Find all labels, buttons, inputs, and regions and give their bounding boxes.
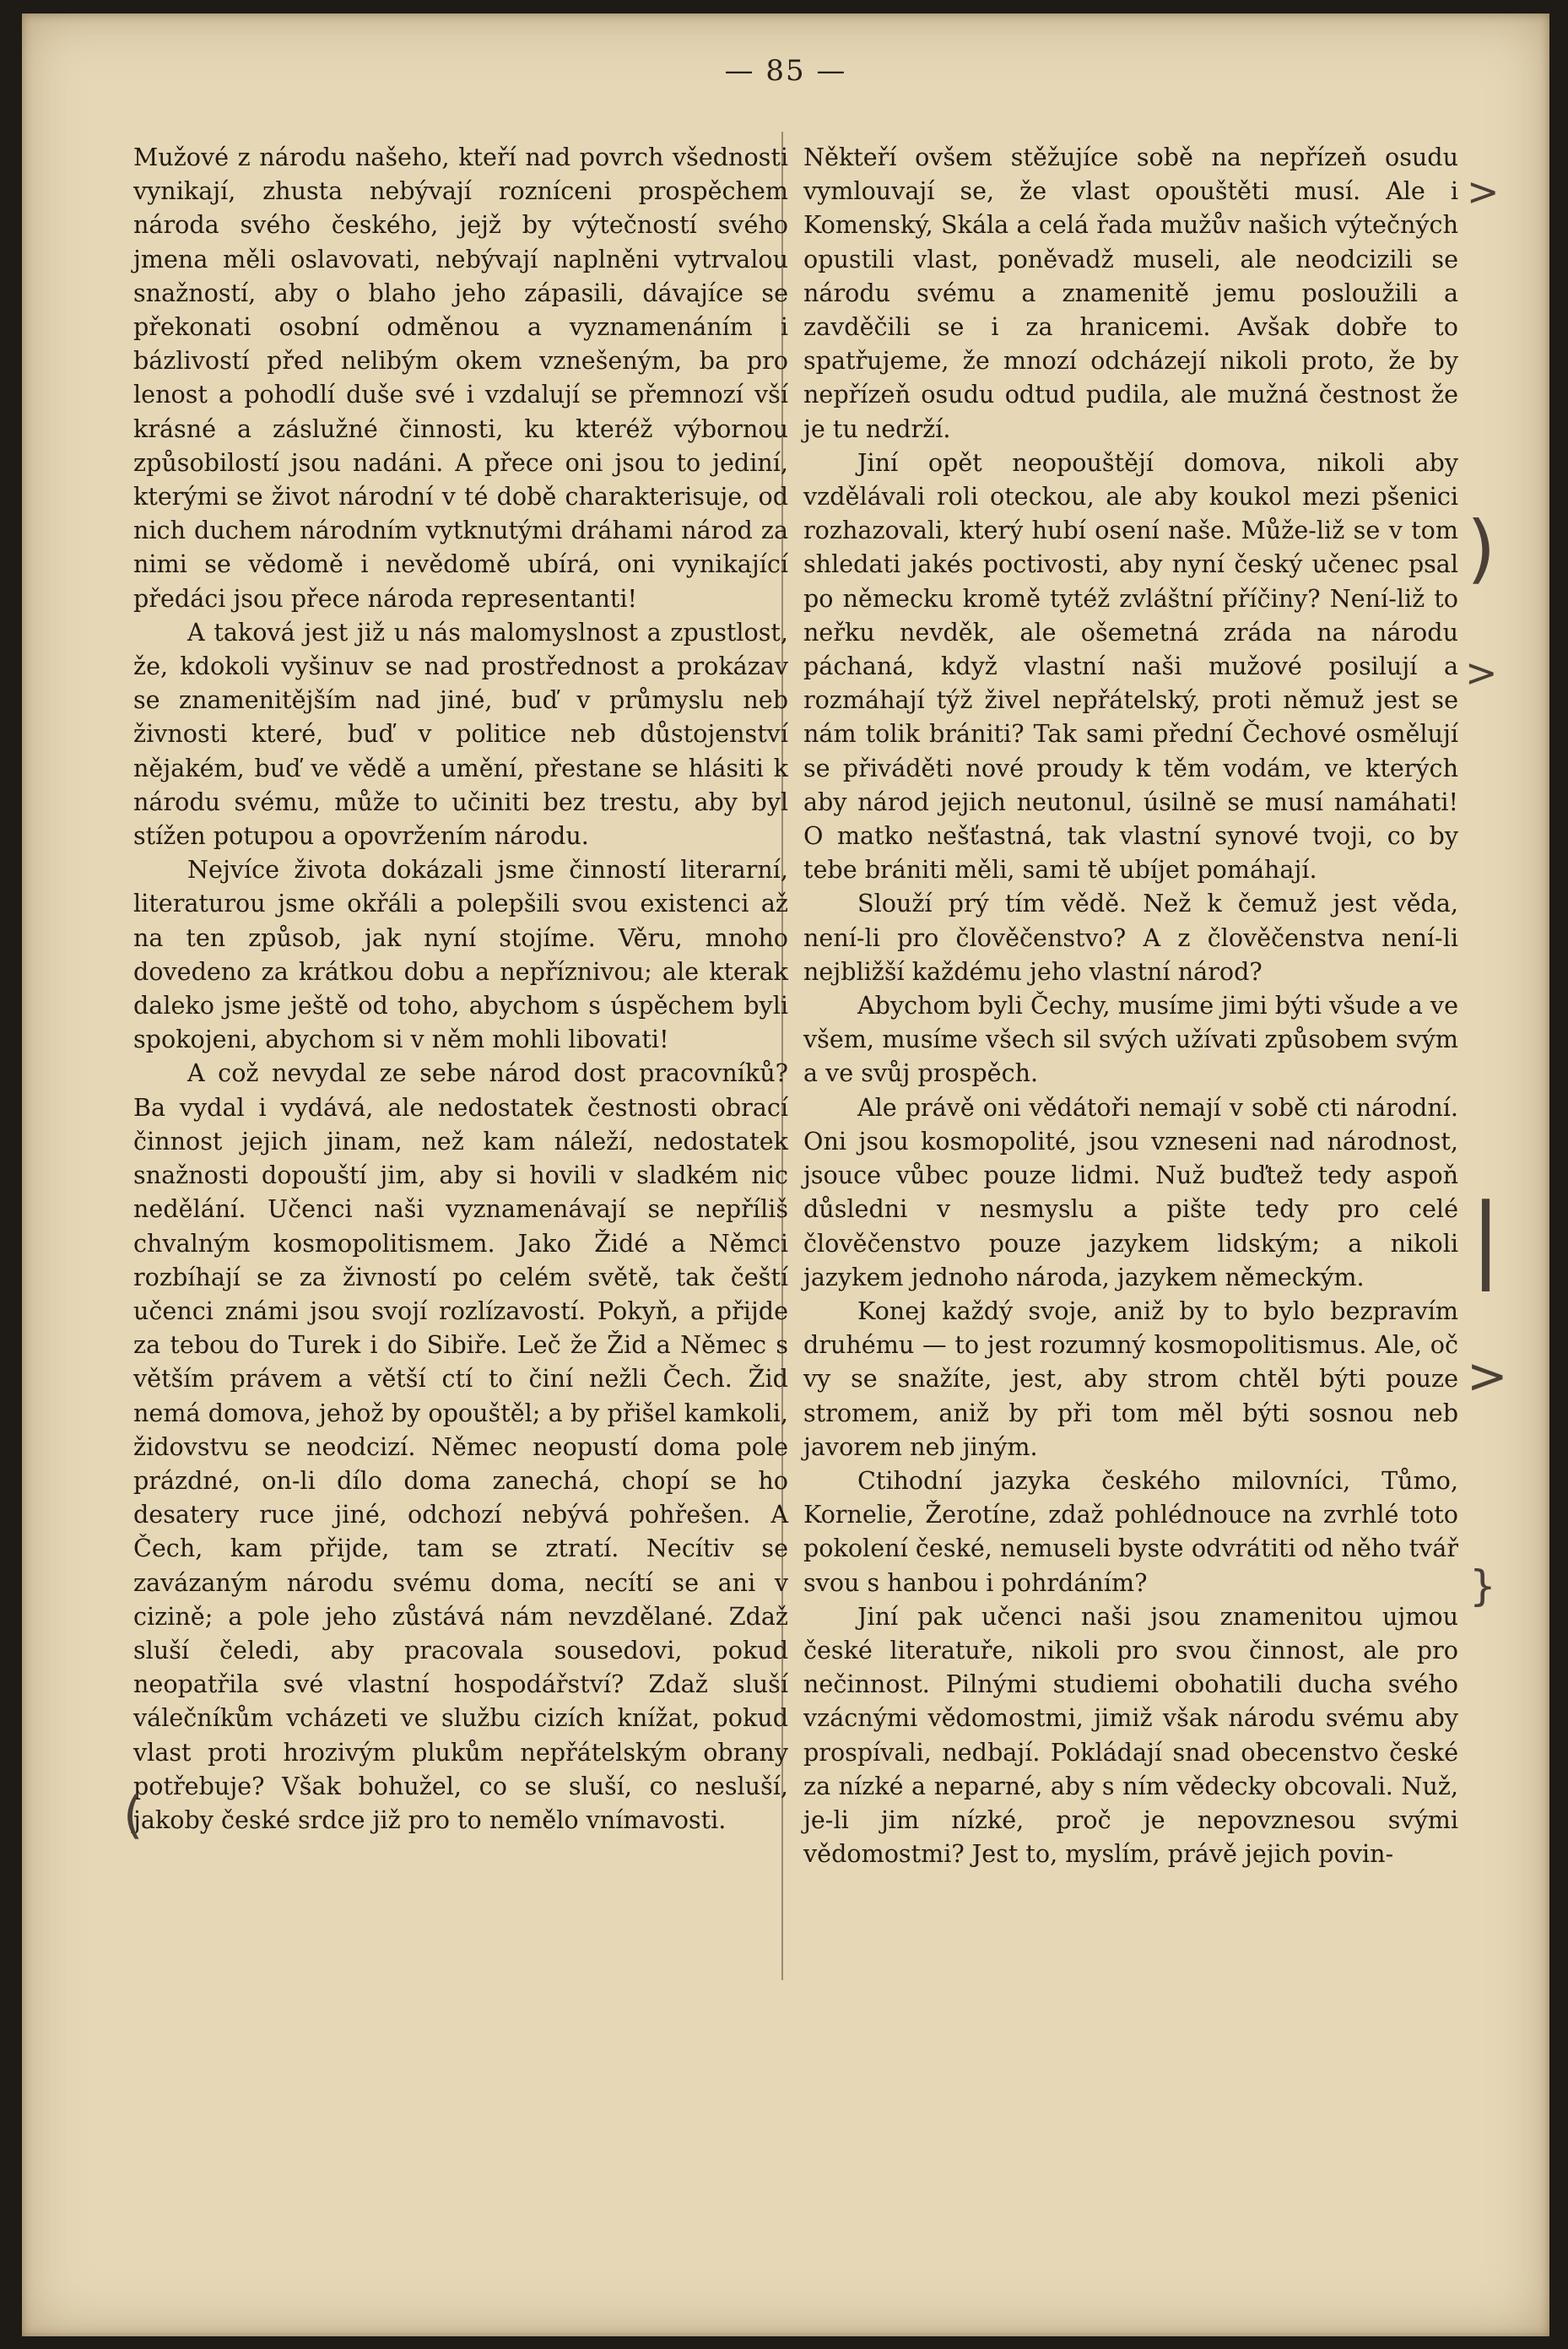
- paragraph: Abychom byli Čechy, musíme jimi býti všude a ve všem, musíme všech sil svých užívati způsobem svým a ve svůj prospěch.: [803, 991, 1458, 1088]
- paragraph: Ctihodní jazyka českého milovníci, Tůmo, Kornelie, Žerotíne, zdaž pohlédnouce na zvrhlé toto pokolení české, nemuseli byste odvrátiti od něho tvář svou s hanbou i pohrdáním?: [803, 1465, 1458, 1597]
- pencil-bracket-mark: ): [1467, 505, 1496, 592]
- left-column: [133, 140, 788, 1837]
- page-number: — 85 —: [724, 54, 847, 88]
- pencil-bracket-mark: }: [1469, 1561, 1496, 1610]
- paragraph: Ale právě oni vědátoři nemají v sobě cti národní. Oni jsou kosmopolité, jsou vzneseni nad národnost, jsouce vůbec pouze lidmi. Nuž buďtež tedy aspoň důsledni v nesmyslu a pište tedy pro celé člověčenstvo pouze jazykem lidským; a nikoli jazykem jednoho národa, jazykem německým.: [803, 1092, 1458, 1291]
- paragraph: A taková jest již u nás malomyslnost a zpustlost, že, kdokoli vyšinuv se nad prostřednost a prokázav se znamenitějším nad jiné, buď v průmyslu neb živnosti které, buď v politice neb důstojenství nějakém, buď ve vědě a umění, přestane se hlásiti k národu svému, může to učiniti bez trestu, aby byl stížen potupou a opovržením národu.: [133, 617, 788, 851]
- paragraph: Jiní pak učenci naši jsou znamenitou ujmou české literatuře, nikoli pro svou činnost, ale pro nečinnost. Pilnými studiemi obohatili ducha svého vzácnými vědomostmi, jimiž však národu svému aby prospívali, nedbají. Pokládají snad obecenstvo české za nízké a neparné, aby s ním vědecky obcovali. Nuž, je-li jim nízké, proč je nepovznesou svými vědomostmi? Jest to, myslím, právě jejich povin-: [803, 1601, 1458, 1869]
- paragraph: Konej každý svoje, aniž by to bylo bezpravím druhému — to jest rozumný kosmopolitismus. Ale, oč vy se snažíte, jest, aby strom chtěl býti pouze stromem, aniž by při tom měl býti sosnou neb javorem neb jiným.: [803, 1296, 1458, 1461]
- pencil-bracket-mark: >: [1467, 1347, 1508, 1405]
- right-column: [803, 140, 1458, 1870]
- paragraph: Slouží prý tím vědě. Než k čemuž jest věda, není-li pro člověčenstvo? A z člověčenstva není-li nejbližší každému jeho vlastní národ?: [803, 889, 1458, 986]
- pencil-bracket-mark: >: [1467, 169, 1500, 214]
- paragraph: Jiní opět neopouštějí domova, nikoli aby vzdělávali roli oteckou, ale aby koukol mezi pšenici rozhazovali, který hubí osení naše. Může-liž se v tom shledati jakés poctivosti, aby nyní český učenec psal po německu kromě tytéž zvláštní příčiny? Není-liž to neřku nevděk, ale ošemetná zráda na národu páchaná, když vlastní naši mužové posilují a rozmáhají týž živel nepřátelský, proti němuž jest se nám tolik brániti? Tak sami přední Čechové osmělují se přiváděti nové proudy k těm vodám, ve kterých aby národ jejich neutonul, úsilně se musí namáhati! O matko nešťastná, tak vlastní synové tvoji, co by tebe brániti měli, sami tě ubíjet pomáhají.: [803, 447, 1458, 885]
- paragraph: Nejvíce života dokázali jsme činností literarní, literaturou jsme okřáli a polepšili svou existenci až na ten způsob, jak nyní stojíme. Věru, mnoho dovedeno za krátkou dobu a nepříznivou; ale kterak daleko jsme ještě od toho, abychom s úspěchem byli spokojeni, abychom si v něm mohli libovati!: [133, 855, 788, 1054]
- book-page: [22, 14, 1549, 2336]
- paragraph: Někteří ovšem stěžujíce sobě na nepřízeň osudu vymlouvají se, že vlast opouštěti musí. Ale i Komenský, Skála a celá řada mužův našich výtečných opustili vlast, poněvadž museli, ale neodcizili se národu svému a znamenitě jemu posloužili a zavděčili se i za hranicemi. Avšak dobře to spatřujeme, že mnozí odcházejí nikoli proto, že by nepřízeň osudu odtud pudila, ale mužná čestnost že je tu nedrží.: [803, 143, 1458, 443]
- pencil-bracket-mark: >: [1465, 650, 1498, 695]
- pencil-bracket-mark: (: [123, 1786, 143, 1845]
- paragraph: Mužové z národu našeho, kteří nad povrch všednosti vynikají, zhusta nebývají rozníceni prospěchem národa svého českého, jejž by výtečností svého jmena měli oslavovati, nebývají naplněni vytrvalou snažností, aby o blaho jeho zápasili, dávajíce se překonati osobní odměnou a vyznamenáním i bázlivostí před nelibým okem vznešeným, ba pro lenost a pohodlí duše své i vzdalují se přemnozí vší krásné a záslužné činnosti, ku kteréž výbornou způsobilostí jsou nadáni. A přece oni jsou to jediní, kterými se život národní v té době charakterisuje, od nich duchem národním vytknutými dráhami národ za nimi se vědomě i nevědomě ubírá, oni vynikající předáci jsou přece národa representanti!: [133, 143, 788, 613]
- pencil-bracket-mark: |: [1470, 1183, 1502, 1291]
- paragraph: A což nevydal ze sebe národ dost pracovníků? Ba vydal i vydává, ale nedostatek čestnosti obrací činnost jejich jinam, než kam náleží, nedostatek snažnosti dopouští jim, aby si hovili v sladkém nic nedělání. Učenci naši vyznamenávají se nepříliš chvalným kosmopolitismem. Jako Židé a Němci rozbíhají se za živností po celém světě, tak čeští učenci známi jsou svojí rozlízavostí. Pokyň, a přijde za tebou do Turek i do Sibiře. Leč že Žid a Němec s větším právem a větší ctí to činí nežli Čech. Žid nemá domova, jehož by opouštěl; a by přišel kamkoli, židovstvu se neodcizí. Němec neopustí doma pole prázdné, on-li dílo doma zanechá, chopí se ho desatery ruce jiné, odchozí nebývá pohřešen. A Čech, kam přijde, tam se ztratí. Necítiv se zavázaným národu svému doma, necítí se ani v cizině; a pole jeho zůstává nám nevzdělané. Zdaž sluší čeledi, aby pracovala sousedovi, pokud neopatřila své vlastní hospodářství? Zdaž sluší válečníkům vcházeti ve službu cizích knížat, pokud vlast proti hrozivým plukům nepřátelským obrany potřebuje? Však bohužel, co se sluší, co nesluší, jakoby české srdce již pro to nemělo vnímavosti.: [133, 1058, 788, 1834]
